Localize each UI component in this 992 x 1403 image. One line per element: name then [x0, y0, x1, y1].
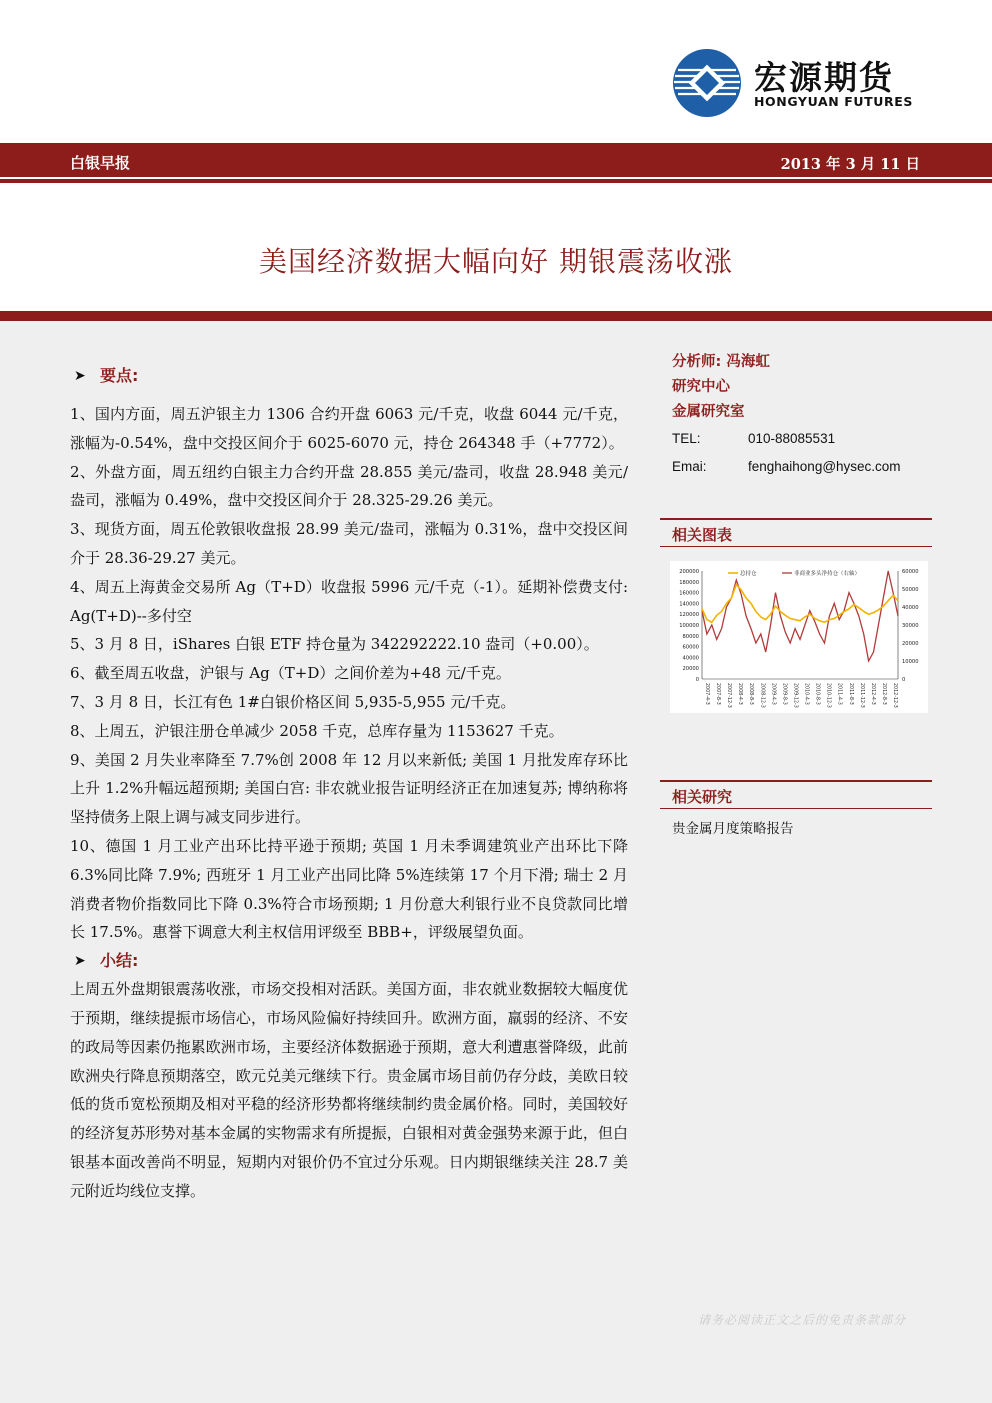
x-tick-label: 2010-4-3: [803, 683, 809, 705]
x-tick-label: 2010-12-3: [825, 683, 831, 708]
y-tick-right: 50000: [902, 587, 919, 593]
related-research-section: [660, 780, 932, 837]
y-tick-left: 140000: [679, 601, 699, 608]
position-chart: [670, 561, 928, 713]
summary-text: 上周五外盘期银震荡收涨，市场交投相对活跃。美国方面，非农就业数据较大幅度优于预期，继续提振市场信心，市场风险偏好持续回升。欧洲方面，羸弱的经济、不安的政局等因素仍拖累欧洲市场，主要经济体数据逊于预期，意大利遭惠誉降级，此前欧洲央行降息预期落空，欧元兑美元继续下行。贵金属市场目前仍存分歧，美欧日较低的货币宽松预期及相对平稳的经济形势都将继续制约贵金属价格。同时，美国较好的经济复苏形势对基本金属的实物需求有所提振，白银相对黄金强势来源于此，但白银基本面改善尚不明显，短期内对银价仍不宜过分乐观。日内期银继续关注 28.7 美元附近均线位支撑。: [70, 980, 628, 1200]
y-tick-right: 20000: [902, 641, 919, 647]
related-research-heading: 相关研究: [672, 788, 733, 806]
list-item: 2、外盘方面，周五纽约白银主力合约开盘 28.855 美元/盎司，收盘 28.948 美元/盎司，涨幅为 0.49%，盘中交投区间介于 28.325-29.26 美元。: [70, 462, 628, 510]
chart-svg: [670, 561, 928, 713]
y-tick-right: 30000: [902, 623, 919, 629]
y-tick-left: 160000: [679, 590, 699, 597]
legend-label: 非商业多头净持仓（右轴）: [794, 571, 861, 577]
x-tick-label: 2007-4-3: [704, 683, 709, 705]
sidebar: [672, 350, 932, 481]
x-tick-label: 2009-12-3: [792, 683, 798, 708]
x-tick-label: 2008-4-3: [737, 683, 743, 705]
list-item: 5、3 月 8 日，iShares 白银 ETF 持仓量为 342292222.10 盎司（+0.00）。: [70, 635, 599, 654]
brand-name-en: HONGYUAN FUTURES: [754, 94, 913, 109]
company-logo: [672, 48, 922, 124]
analyst-name: 分析师: 冯海虹: [672, 354, 770, 370]
x-tick-label: 2009-8-3: [781, 683, 787, 705]
x-tick-label: 2007-8-3: [715, 683, 721, 705]
research-link[interactable]: 贵金属月度策略报告: [672, 821, 794, 837]
tel-label: TEL:: [672, 431, 701, 446]
y-tick-left: 200000: [679, 569, 699, 575]
email-label: Emai:: [672, 459, 707, 474]
related-charts-section: [660, 518, 932, 547]
brand-name-cn: 宏源期货: [754, 58, 894, 97]
y-tick-left: 80000: [682, 633, 699, 640]
y-tick-left: 120000: [679, 612, 699, 619]
title-divider: [0, 311, 992, 321]
analyst-info: [672, 350, 932, 425]
list-item: 7、3 月 8 日，长江有色 1#白银价格区间 5,935-5,955 元/千克。: [70, 692, 516, 711]
list-item: 9、美国 2 月失业率降至 7.7%创 2008 年 12 月以来新低; 美国 1 月批发库存环比上升 1.2%升幅远超预期; 美国白宫: 非农就业报告证明经济正在加速复苏; 博纳称将坚持债务上限上调与减支同步进行。: [70, 750, 628, 827]
summary-heading: [70, 947, 628, 975]
y-tick-right: 40000: [902, 605, 919, 611]
page-title: 美国经济数据大幅向好 期银震荡收涨: [259, 245, 733, 278]
arrow-bullet-icon: ➤: [74, 952, 86, 969]
list-item: 6、截至周五收盘，沪银与 Ag（T+D）之间价差为+48 元/千克。: [70, 664, 511, 683]
x-tick-label: 2011-4-3: [836, 683, 842, 705]
list-item: 8、上周五，沪银注册仓单减少 2058 千克，总库存量为 1153627 千克。: [70, 721, 564, 740]
department: 研究中心: [672, 379, 730, 395]
main-content: [70, 362, 628, 1206]
x-tick-label: 2012-8-3: [880, 683, 886, 705]
list-item: 3、现货方面，周五伦敦银收盘报 28.99 美元/盎司，涨幅为 0.31%，盘中交投区间介于 28.36-29.27 美元。: [70, 520, 628, 567]
report-type: 白银早报: [70, 154, 131, 172]
list-item: 1、国内方面，周五沪银主力 1306 合约开盘 6063 元/千克，收盘 6044 元/千克，涨幅为-0.54%，盘中交投区间介于 6025-6070 元，持仓 264348 手（+7772）。: [70, 405, 628, 452]
email-value[interactable]: fenghaihong@hysec.com: [748, 459, 901, 474]
series-line-total-position: [702, 585, 898, 623]
list-item: 10、德国 1 月工业产出环比持平逊于预期; 英国 1 月未季调建筑业产出环比下降 6.3%同比降 7.9%; 西班牙 1 月工业产出同比降 5%连续第 17 个月下滑; 瑞士 2 月消费者物价指数同比下降 0.3%符合市场预期; 1 月份意大利银行业不良贷款同比增长 17.5%。惠誉下调意大利主权信用评级至 BBB+，评级展望负面。: [70, 836, 628, 942]
department: 金属研究室: [672, 404, 745, 420]
y-tick-left: 180000: [679, 579, 699, 586]
y-tick-right: 10000: [902, 659, 919, 665]
heading-label: 小结:: [100, 950, 139, 970]
related-charts-heading: 相关图表: [672, 526, 733, 544]
x-tick-label: 2007-12-3: [726, 683, 732, 708]
arrow-bullet-icon: ➤: [74, 367, 86, 384]
divider: [0, 179, 992, 183]
list-item: 4、周五上海黄金交易所 Ag（T+D）收盘报 5996 元/千克（-1）。延期补偿费支付: Ag(T+D)--多付空: [70, 577, 628, 625]
x-tick-label: 2011-12-3: [858, 683, 864, 708]
y-tick-right: 60000: [902, 569, 919, 575]
x-tick-label: 2009-4-3: [770, 683, 776, 705]
key-points-heading: [70, 362, 628, 390]
x-tick-label: 2011-8-3: [847, 683, 853, 705]
legend-label: 总持仓: [740, 571, 757, 577]
divider: [660, 546, 932, 547]
series-line-net-long: [702, 571, 898, 661]
report-date: 2013 年 3 月 11 日: [780, 156, 920, 173]
y-tick-left: 20000: [682, 666, 699, 673]
y-tick-left: 100000: [679, 623, 699, 629]
x-tick-label: 2012-4-3: [869, 683, 875, 705]
disclaimer-note: 请务必阅读正文之后的免责条款部分: [697, 1313, 906, 1327]
x-tick-label: 2008-12-3: [759, 683, 765, 708]
heading-label: 要点:: [100, 365, 139, 385]
tel-row: [672, 425, 932, 453]
key-points-list: [70, 400, 628, 947]
y-tick-right: 0: [902, 677, 906, 683]
hongyuan-logo-icon: [672, 48, 742, 118]
y-tick-left: 60000: [682, 644, 699, 651]
email-row: [672, 453, 932, 481]
x-tick-label: 2012-12-3: [892, 683, 897, 708]
x-tick-label: 2010-8-3: [814, 683, 820, 705]
y-tick-left: 40000: [682, 655, 699, 662]
tel-value: 010-88085531: [748, 431, 836, 446]
y-tick-left: 0: [695, 677, 699, 683]
x-tick-label: 2008-8-3: [748, 683, 754, 705]
